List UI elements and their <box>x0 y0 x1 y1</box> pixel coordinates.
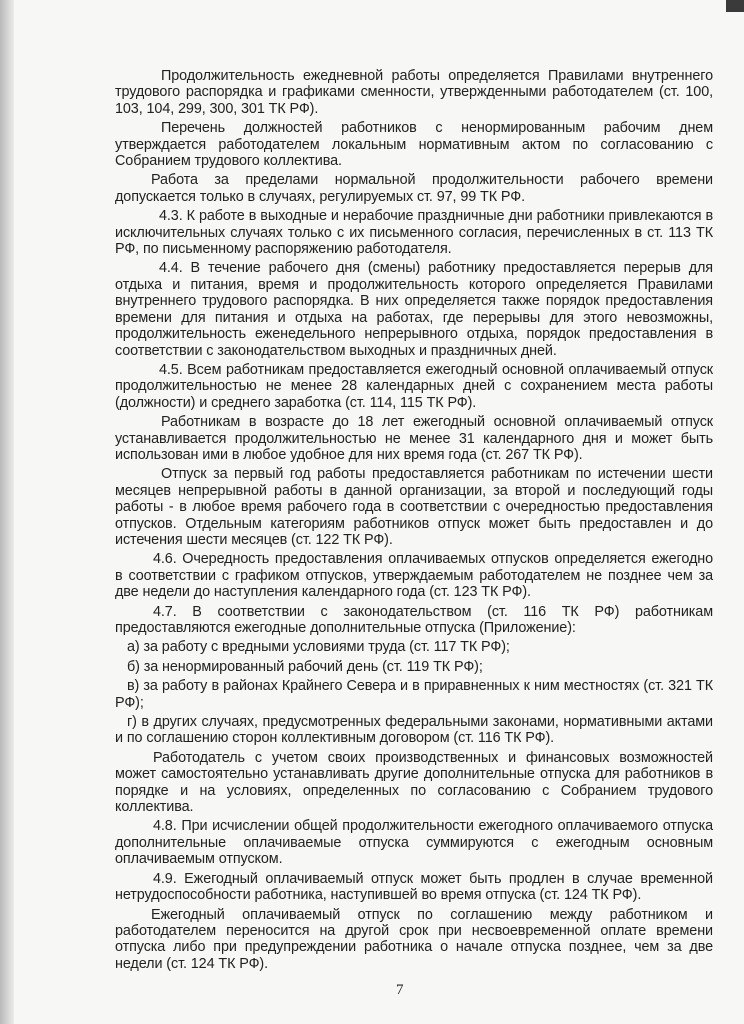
paragraph: Продолжительность ежедневной работы определяется Правилами внутреннего трудового распорядка и графиками сменности, утвержденными работодателем (ст. 100, 103, 104, 299, 300, 301 ТК РФ). <box>115 68 713 117</box>
paragraph: 4.8. При исчислении общей продолжительности ежегодного оплачиваемого отпуска дополнительные оплачиваемые отпуска суммируются с ежегодным основным оплачиваемым отпуском. <box>115 818 713 868</box>
paragraph: Работникам в возрасте до 18 лет ежегодный основной оплачиваемый отпуск устанавливается продолжительностью не менее 31 календарного дня и может быть использован ими в любое удобное для них время года (ст. 267 ТК РФ). <box>115 414 713 463</box>
paragraph: 4.4. В течение рабочего дня (смены) работнику предоставляется перерыв для отдыха и питания, время и продолжительность которого определяется Правилами внутреннего трудового распорядка. В них определяется также порядок предоставления времени для питания и отдыха на работах, где перерывы для этого невозможны, продолжительность еженедельного непрерывного отдыха, порядок предоставления в соответствии с законодательством выходных и праздничных дней. <box>115 260 713 359</box>
paragraph: 4.3. К работе в выходные и нерабочие праздничные дни работники привлекаются в исключительных случаях только с их письменного согласия, перечисленных в ст. 113 ТК РФ, по письменному распоряжению работодателя. <box>115 208 713 258</box>
paragraph: 4.7. В соответствии с законодательством (ст. 116 ТК РФ) работникам предоставляются ежегодные дополнительные отпуска (Приложение): <box>115 603 713 636</box>
paragraph: Отпуск за первый год работы предоставляется работникам по истечении шести месяцев непрерывной работы в данной организации, за второй и последующий годы работы - в любое время рабочего года в соответствии с очередностью предоставления отпусков. Отдельным категориям работников отпуск может быть предоставлен и до истечения шести месяцев (ст. 122 ТК РФ). <box>115 466 713 548</box>
paragraph: Работа за пределами нормальной продолжительности рабочего времени допускается только в случаях, регулируемых ст. 97, 99 ТК РФ. <box>115 172 713 205</box>
list-item: в) за работу в районах Крайнего Севера и в приравненных к ним местностях (ст. 321 ТК РФ); <box>115 678 713 711</box>
scan-edge <box>0 0 14 1024</box>
list-item: а) за работу с вредными условиями труда (ст. 117 ТК РФ); <box>127 639 510 656</box>
paragraph: Ежегодный оплачиваемый отпуск по соглашению между работником и работодателем переносится на другой срок при несвоевременной оплате времени отпуска либо при предупреждении работника о начале отпуска позднее, чем за две недели (ст. 124 ТК РФ). <box>115 906 713 972</box>
paragraph: 4.9. Ежегодный оплачиваемый отпуск может быть продлен в случае временной нетрудоспособности работника, наступившей во время отпуска (ст. 124 ТК РФ). <box>115 870 713 904</box>
paragraph: Перечень должностей работников с ненормированным рабочим днем утверждается работодателем локальным нормативным актом по согласованию с Собранием трудового коллектива. <box>115 120 713 170</box>
paragraph: 4.5. Всем работникам предоставляется ежегодный основной оплачиваемый отпуск продолжительностью не менее 28 календарных дней с сохранением места работы (должности) и среднего заработка (ст. 114, 115 ТК РФ). <box>115 361 713 411</box>
document-body <box>115 68 713 975</box>
paragraph: 4.6. Очередность предоставления оплачиваемых отпусков определяется ежегодно в соответствии с графиком отпусков, утверждаемым работодателем не позднее чем за две недели до наступления календарного года (ст. 123 ТК РФ). <box>115 551 713 601</box>
paragraph: Работодатель с учетом своих производственных и финансовых возможностей может самостоятельно устанавливать другие дополнительные отпуска для работников в порядке и на условиях, определенных по согласованию с Собранием трудового коллектива. <box>115 749 713 816</box>
scan-corner-mark <box>726 0 744 12</box>
page-number: 7 <box>396 982 404 998</box>
list-item: г) в других случаях, предусмотренных федеральными законами, нормативными актами и по соглашению сторон коллективным договором (ст. 116 ТК РФ). <box>115 714 713 747</box>
list-item: б) за ненормированный рабочий день (ст. 119 ТК РФ); <box>127 658 483 675</box>
